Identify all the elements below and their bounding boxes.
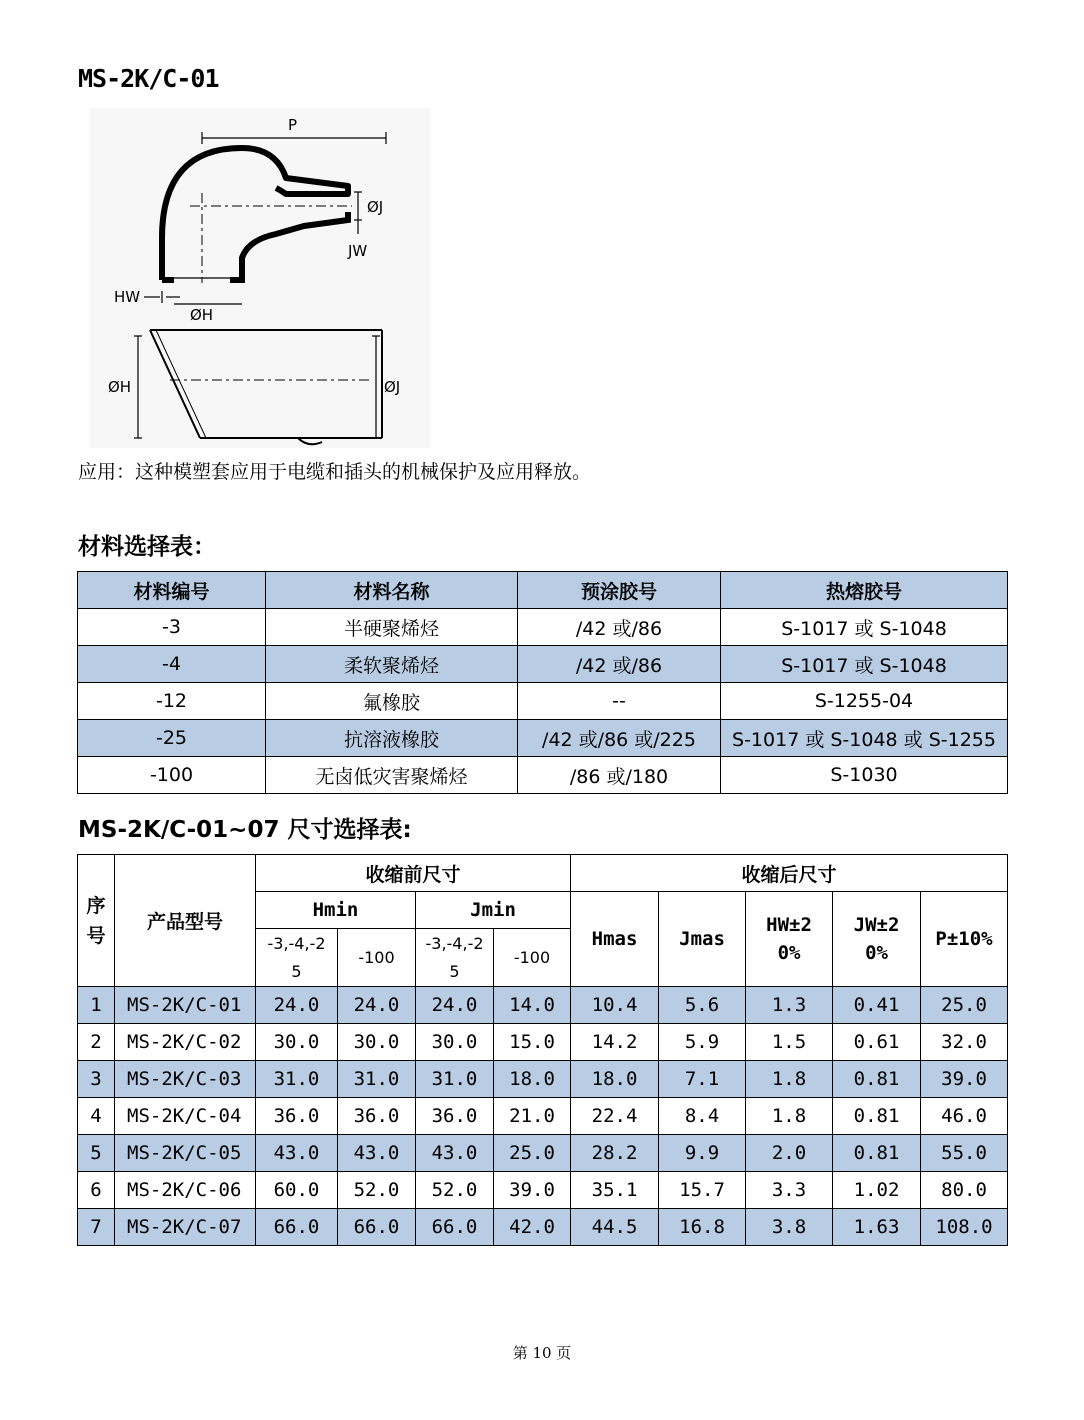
dimension-table-body xyxy=(78,987,1008,1246)
cell-hw: 1.8 xyxy=(746,1098,833,1135)
cell-model: MS-2K/C-04 xyxy=(115,1098,256,1135)
table-row xyxy=(78,720,1008,757)
label-hw: HW xyxy=(114,288,141,306)
cell-jmin-a: 66.0 xyxy=(416,1209,494,1246)
cell-jmas: 5.6 xyxy=(659,987,746,1024)
cell-hmas: 22.4 xyxy=(571,1098,659,1135)
cell-hmin-a: 24.0 xyxy=(256,987,338,1024)
product-drawing xyxy=(90,108,430,448)
cell-hmas: 10.4 xyxy=(571,987,659,1024)
table-row xyxy=(78,609,1008,646)
cell-hmin-a: 31.0 xyxy=(256,1061,338,1098)
cell-jmas: 7.1 xyxy=(659,1061,746,1098)
cell-hotmelt: S-1255-04 xyxy=(721,683,1008,720)
header-hmin-b: -100 xyxy=(338,929,416,987)
cell-code: -3 xyxy=(78,609,266,646)
header-jmas: Jmas xyxy=(659,892,746,987)
cell-name: 抗溶液橡胶 xyxy=(266,720,518,757)
cell-seq: 1 xyxy=(78,987,115,1024)
cell-model: MS-2K/C-02 xyxy=(115,1024,256,1061)
cell-hotmelt: S-1017 或 S-1048 或 S-1255 xyxy=(721,720,1008,757)
cell-hmin-a: 43.0 xyxy=(256,1135,338,1172)
cell-precoat: /42 或/86 或/225 xyxy=(518,720,721,757)
header-material-code: 材料编号 xyxy=(78,572,266,609)
cell-model: MS-2K/C-06 xyxy=(115,1172,256,1209)
table-row xyxy=(78,987,1008,1024)
header-jmin-a: -3,-4,-25 xyxy=(416,929,494,987)
label-h-top: ØH xyxy=(190,306,214,324)
cell-name: 柔软聚烯烃 xyxy=(266,646,518,683)
table-row xyxy=(78,683,1008,720)
cell-jmin-a: 52.0 xyxy=(416,1172,494,1209)
cell-hmin-a: 36.0 xyxy=(256,1098,338,1135)
table-row xyxy=(78,757,1008,794)
cell-precoat: /42 或/86 xyxy=(518,646,721,683)
cell-hmas: 18.0 xyxy=(571,1061,659,1098)
label-jw: JW xyxy=(348,242,368,260)
cell-hmin-a: 30.0 xyxy=(256,1024,338,1061)
cell-precoat: /42 或/86 xyxy=(518,609,721,646)
cell-hmas: 14.2 xyxy=(571,1024,659,1061)
cell-hmin-b: 31.0 xyxy=(338,1061,416,1098)
table-row xyxy=(78,646,1008,683)
cell-p: 80.0 xyxy=(921,1172,1008,1209)
cell-jmin-b: 18.0 xyxy=(494,1061,571,1098)
header-after-shrink: 收缩后尺寸 xyxy=(571,855,1008,892)
cell-p: 46.0 xyxy=(921,1098,1008,1135)
label-j-side: ØJ xyxy=(384,378,401,396)
cell-p: 39.0 xyxy=(921,1061,1008,1098)
header-before-shrink: 收缩前尺寸 xyxy=(256,855,571,892)
cell-hmin-b: 52.0 xyxy=(338,1172,416,1209)
cell-jmin-b: 42.0 xyxy=(494,1209,571,1246)
cell-seq: 6 xyxy=(78,1172,115,1209)
cell-hw: 3.3 xyxy=(746,1172,833,1209)
cell-jmin-a: 36.0 xyxy=(416,1098,494,1135)
page-number: 第 10 页 xyxy=(512,1344,572,1362)
cell-hmin-b: 36.0 xyxy=(338,1098,416,1135)
material-heading: 材料选择表： xyxy=(78,534,216,560)
cell-jw: 1.02 xyxy=(833,1172,921,1209)
header-jmin-b: -100 xyxy=(494,929,571,987)
cell-hw: 1.3 xyxy=(746,987,833,1024)
cell-p: 55.0 xyxy=(921,1135,1008,1172)
header-p: P±10% xyxy=(921,892,1008,987)
cell-jw: 0.41 xyxy=(833,987,921,1024)
table-row xyxy=(78,1209,1008,1246)
cell-seq: 2 xyxy=(78,1024,115,1061)
cell-seq: 7 xyxy=(78,1209,115,1246)
cell-jmin-b: 39.0 xyxy=(494,1172,571,1209)
header-jmin: Jmin xyxy=(416,892,571,929)
header-hmin: Hmin xyxy=(256,892,416,929)
header-seq: 序号 xyxy=(78,855,115,987)
header-hmas: Hmas xyxy=(571,892,659,987)
header-hw: HW±20% xyxy=(746,892,833,987)
cell-hmas: 35.1 xyxy=(571,1172,659,1209)
material-table xyxy=(77,571,1008,794)
cell-p: 108.0 xyxy=(921,1209,1008,1246)
cell-jw: 0.61 xyxy=(833,1024,921,1061)
application-text: 应用：这种模塑套应用于电缆和插头的机械保护及应用释放。 xyxy=(78,461,592,483)
table-row xyxy=(78,1061,1008,1098)
cell-hw: 3.8 xyxy=(746,1209,833,1246)
header-hmin-a: -3,-4,-25 xyxy=(256,929,338,987)
cell-model: MS-2K/C-05 xyxy=(115,1135,256,1172)
dimension-table xyxy=(77,854,1008,1246)
cell-jmin-b: 14.0 xyxy=(494,987,571,1024)
table-row xyxy=(78,1024,1008,1061)
cell-hmin-b: 66.0 xyxy=(338,1209,416,1246)
cell-hw: 1.5 xyxy=(746,1024,833,1061)
dimension-heading: MS-2K/C-01~07 尺寸选择表: xyxy=(78,817,412,843)
cell-hmas: 44.5 xyxy=(571,1209,659,1246)
cell-model: MS-2K/C-07 xyxy=(115,1209,256,1246)
cell-jmas: 9.9 xyxy=(659,1135,746,1172)
label-j-top: ØJ xyxy=(367,198,384,216)
cell-precoat: -- xyxy=(518,683,721,720)
cell-jmin-a: 30.0 xyxy=(416,1024,494,1061)
cell-hotmelt: S-1017 或 S-1048 xyxy=(721,609,1008,646)
cell-hmin-b: 30.0 xyxy=(338,1024,416,1061)
cell-jw: 0.81 xyxy=(833,1135,921,1172)
cell-p: 25.0 xyxy=(921,987,1008,1024)
cell-name: 氟橡胶 xyxy=(266,683,518,720)
header-precoat-adhesive: 预涂胶号 xyxy=(518,572,721,609)
table-row xyxy=(78,1172,1008,1209)
page-title: MS-2K/C-01 xyxy=(78,64,219,93)
header-jw: JW±20% xyxy=(833,892,921,987)
cell-jmas: 8.4 xyxy=(659,1098,746,1135)
cell-name: 无卤低灾害聚烯烃 xyxy=(266,757,518,794)
cell-jw: 0.81 xyxy=(833,1061,921,1098)
header-model: 产品型号 xyxy=(115,855,256,987)
cell-jmas: 15.7 xyxy=(659,1172,746,1209)
cell-jmin-b: 21.0 xyxy=(494,1098,571,1135)
cell-hmin-a: 60.0 xyxy=(256,1172,338,1209)
cell-name: 半硬聚烯烃 xyxy=(266,609,518,646)
cell-seq: 4 xyxy=(78,1098,115,1135)
label-p: P xyxy=(288,116,298,134)
cell-hmas: 28.2 xyxy=(571,1135,659,1172)
cell-seq: 5 xyxy=(78,1135,115,1172)
cell-jmin-a: 24.0 xyxy=(416,987,494,1024)
cell-code: -100 xyxy=(78,757,266,794)
cell-jmin-b: 15.0 xyxy=(494,1024,571,1061)
label-h-side: ØH xyxy=(108,378,132,396)
cell-model: MS-2K/C-01 xyxy=(115,987,256,1024)
cell-code: -4 xyxy=(78,646,266,683)
table-row xyxy=(78,1135,1008,1172)
cell-p: 32.0 xyxy=(921,1024,1008,1061)
cell-jmas: 5.9 xyxy=(659,1024,746,1061)
cell-jw: 1.63 xyxy=(833,1209,921,1246)
cell-hw: 1.8 xyxy=(746,1061,833,1098)
cell-precoat: /86 或/180 xyxy=(518,757,721,794)
cell-jw: 0.81 xyxy=(833,1098,921,1135)
header-material-name: 材料名称 xyxy=(266,572,518,609)
cell-jmin-b: 25.0 xyxy=(494,1135,571,1172)
cell-code: -12 xyxy=(78,683,266,720)
cell-hw: 2.0 xyxy=(746,1135,833,1172)
cell-hmin-a: 66.0 xyxy=(256,1209,338,1246)
cell-jmin-a: 43.0 xyxy=(416,1135,494,1172)
cell-jmas: 16.8 xyxy=(659,1209,746,1246)
cell-hmin-b: 43.0 xyxy=(338,1135,416,1172)
cell-code: -25 xyxy=(78,720,266,757)
cell-hotmelt: S-1017 或 S-1048 xyxy=(721,646,1008,683)
table-row xyxy=(78,1098,1008,1135)
cell-jmin-a: 31.0 xyxy=(416,1061,494,1098)
header-hotmelt-adhesive: 热熔胶号 xyxy=(721,572,1008,609)
cell-model: MS-2K/C-03 xyxy=(115,1061,256,1098)
cell-hotmelt: S-1030 xyxy=(721,757,1008,794)
cell-hmin-b: 24.0 xyxy=(338,987,416,1024)
cell-seq: 3 xyxy=(78,1061,115,1098)
